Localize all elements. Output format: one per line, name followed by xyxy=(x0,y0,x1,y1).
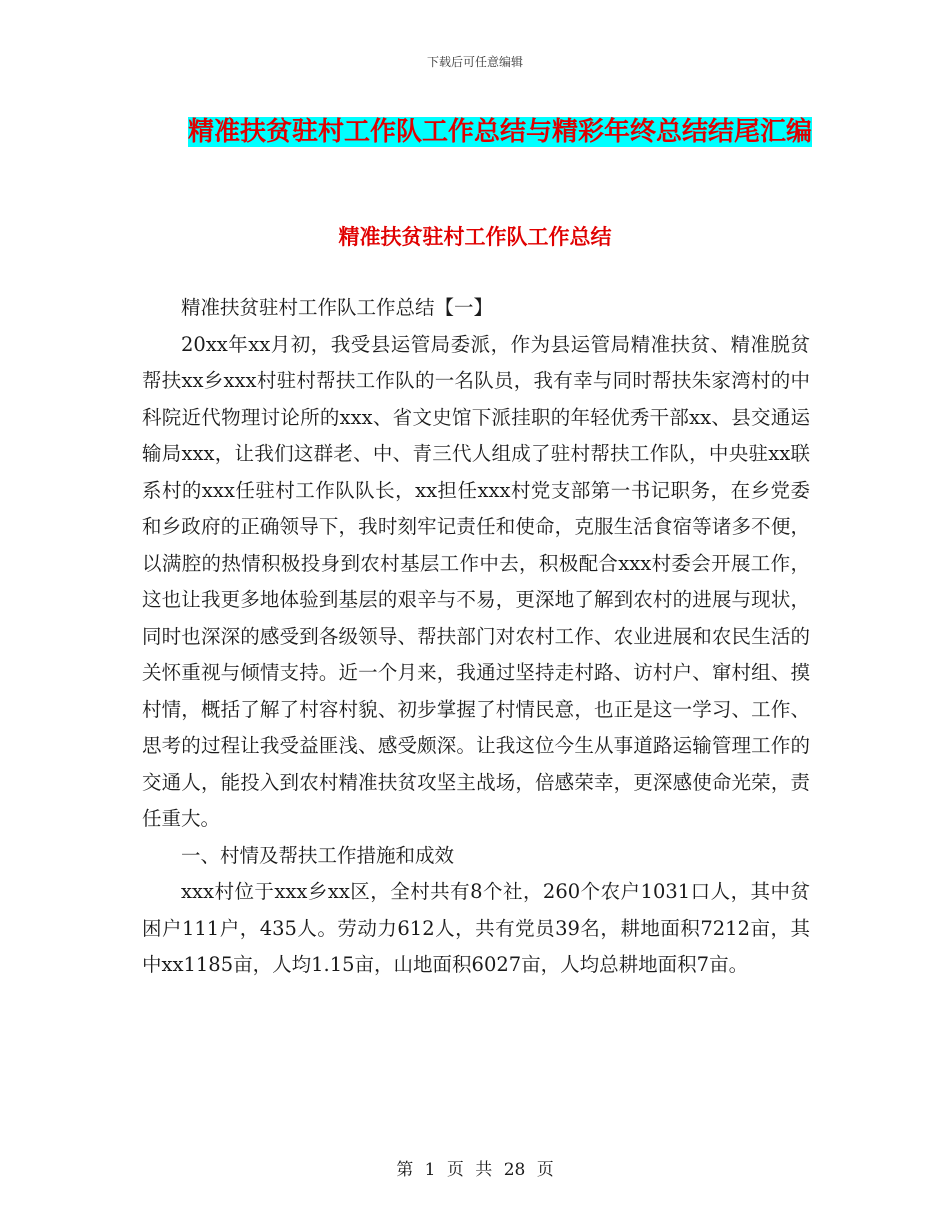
document-body xyxy=(142,290,810,984)
document-title-text: 精准扶贫驻村工作队工作总结与精彩年终总结结尾汇编 xyxy=(187,117,812,147)
paragraph-heading: 一、村情及帮扶工作措施和成效 xyxy=(181,843,455,867)
paragraph: 20xx年xx月初，我受县运管局委派，作为县运管局精准扶贫、精准脱贫帮扶xx乡xxx村驻村帮扶工作队的一名队员，我有幸与同时帮扶朱家湾村的中科院近代物理讨论所的xxx、省文史馆下派挂职的年轻优秀干部xx、县交通运输局xxx，让我们这群老、中、青三代人组成了驻村帮扶工作队，中央驻xx联系村的xxx任驻村工作队队长，xx担任xxx村党支部第一书记职务，在乡党委和乡政府的正确领导下，我时刻牢记责任和使命，克服生活食宿等诸多不便，以满腔的热情积极投身到农村基层工作中去，积极配合xxx村委会开展工作，这也让我更多地体验到基层的艰辛与不易，更深地了解到农村的进展与现状，同时也深深的感受到各级领导、帮扶部门对农村工作、农业进展和农民生活的关怀重视与倾情支持。近一个月来，我通过坚持走村路、访村户、窜村组、摸村情，概括了解了村容村貌、初步掌握了村情民意，也正是这一学习、工作、思考的过程让我受益匪浅、感受颇深。让我这位今生从事道路运输管理工作的交通人，能投入到农村精准扶贫攻坚主战场，倍感荣幸，更深感使命光荣，责任重大。 xyxy=(142,332,810,830)
paragraph: xxx村位于xxx乡xx区，全村共有8个社，260个农户1031口人，其中贫困户111户，435人。劳动力612人，共有党员39名，耕地面积7212亩，其中xx1185亩，人均1.15亩，山地面积6027亩，人均总耕地面积7亩。 xyxy=(142,880,810,976)
section-title: 精准扶贫驻村工作队工作总结 xyxy=(338,225,612,249)
page-footer: 第 1 页 共 28 页 xyxy=(396,1160,554,1180)
header-note: 下载后可任意编辑 xyxy=(426,55,523,69)
paragraph-subtitle: 精准扶贫驻村工作队工作总结【一】 xyxy=(181,296,494,319)
document-title xyxy=(140,112,860,152)
